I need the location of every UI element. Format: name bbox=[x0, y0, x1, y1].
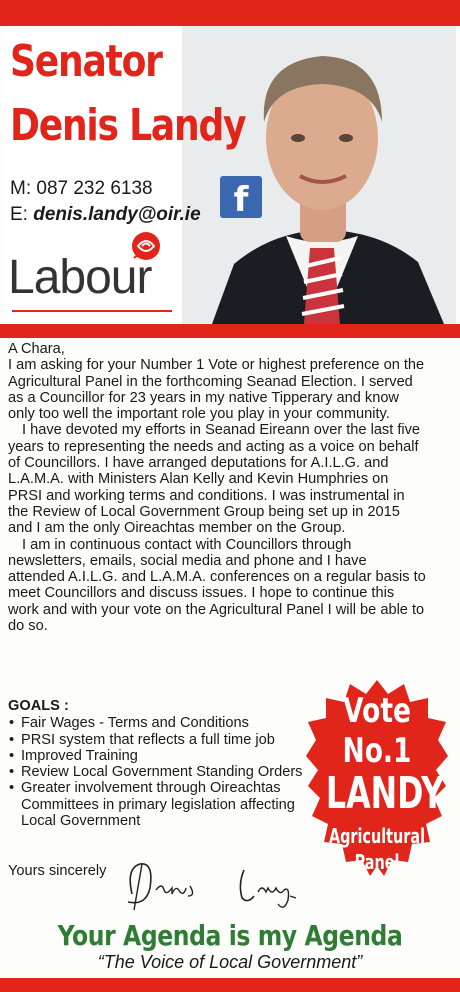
candidate-name: Denis Landy bbox=[10, 100, 246, 151]
email-label: E: bbox=[10, 204, 28, 225]
slogan: Your Agenda is my Agenda bbox=[57, 919, 403, 952]
signature bbox=[120, 850, 320, 920]
portrait-photo bbox=[182, 26, 456, 324]
badge-surname: LANDY bbox=[325, 768, 445, 819]
email-contact bbox=[10, 204, 201, 226]
goals-heading: GOALS : bbox=[8, 698, 69, 714]
paragraph-intro: I am asking for your Number 1 Vote or highest preference on the Agricultural Panel in the forthcoming Seanad Election. I served as a Councillor for 23 years in my native Tipperary and know only too well the important role you play in your community. bbox=[8, 357, 425, 423]
letter-body bbox=[8, 341, 426, 634]
goals-list bbox=[8, 715, 318, 829]
goal-item: • Review Local Government Standing Orders bbox=[8, 764, 318, 780]
top-red-bar bbox=[0, 0, 460, 26]
paragraph-contact: I am in continuous contact with Councillors through newsletters, emails, social media and phone and I have attended A.I.L.G. and L.A.M.A. conferences on a regular basis to meet Councillors and discuss issues. I hope to continue this work and with your vote on the Agricultural Panel I will be able to do so. bbox=[8, 536, 426, 635]
labour-logo-text: Labour bbox=[8, 251, 152, 304]
header-panel bbox=[4, 26, 456, 324]
goal-item: • Fair Wages - Terms and Conditions bbox=[8, 715, 318, 731]
mobile-number[interactable]: 087 232 6138 bbox=[36, 178, 153, 199]
badge-number: No.1 bbox=[342, 731, 412, 771]
goals-section bbox=[8, 698, 318, 829]
badge-vote: Vote bbox=[343, 691, 411, 731]
candidate-title: Senator bbox=[10, 36, 162, 87]
goal-item: • Greater involvement through Oireachtas Committees in primary legislation affecting Local Government bbox=[8, 780, 318, 829]
middle-red-bar bbox=[0, 324, 460, 338]
paragraph-seanad-work: I have devoted my efforts in Seanad Eireann over the last five years to representing the needs and acting as a voice on behalf of Councillors. I have arranged deputations for A.I.L.G. and L.A.M.A. with Ministers Alan Kelly and Kevin Humphries on PRSI and working terms and conditions. I was instrumental in the Review of Local Government Group being set up in 2015 and I am the only Oireachtas member on the Group. bbox=[8, 422, 421, 537]
signoff: Yours sincerely bbox=[8, 863, 107, 879]
email-address[interactable]: denis.landy@oir.ie bbox=[33, 204, 201, 225]
badge-panel-name: Agricultural bbox=[328, 824, 426, 848]
mobile-contact bbox=[10, 178, 153, 200]
mobile-label: M: bbox=[10, 178, 32, 199]
goal-item: • Improved Training bbox=[8, 748, 318, 764]
goal-item: • PRSI system that reflects a full time job bbox=[8, 732, 318, 748]
bottom-red-bar bbox=[0, 978, 460, 992]
badge-panel: Panel bbox=[354, 850, 400, 874]
tagline: “The Voice of Local Government” bbox=[97, 952, 363, 972]
facebook-icon[interactable]: f bbox=[220, 176, 262, 218]
labour-logo-underline bbox=[12, 310, 172, 312]
greeting: A Chara, bbox=[8, 341, 65, 357]
